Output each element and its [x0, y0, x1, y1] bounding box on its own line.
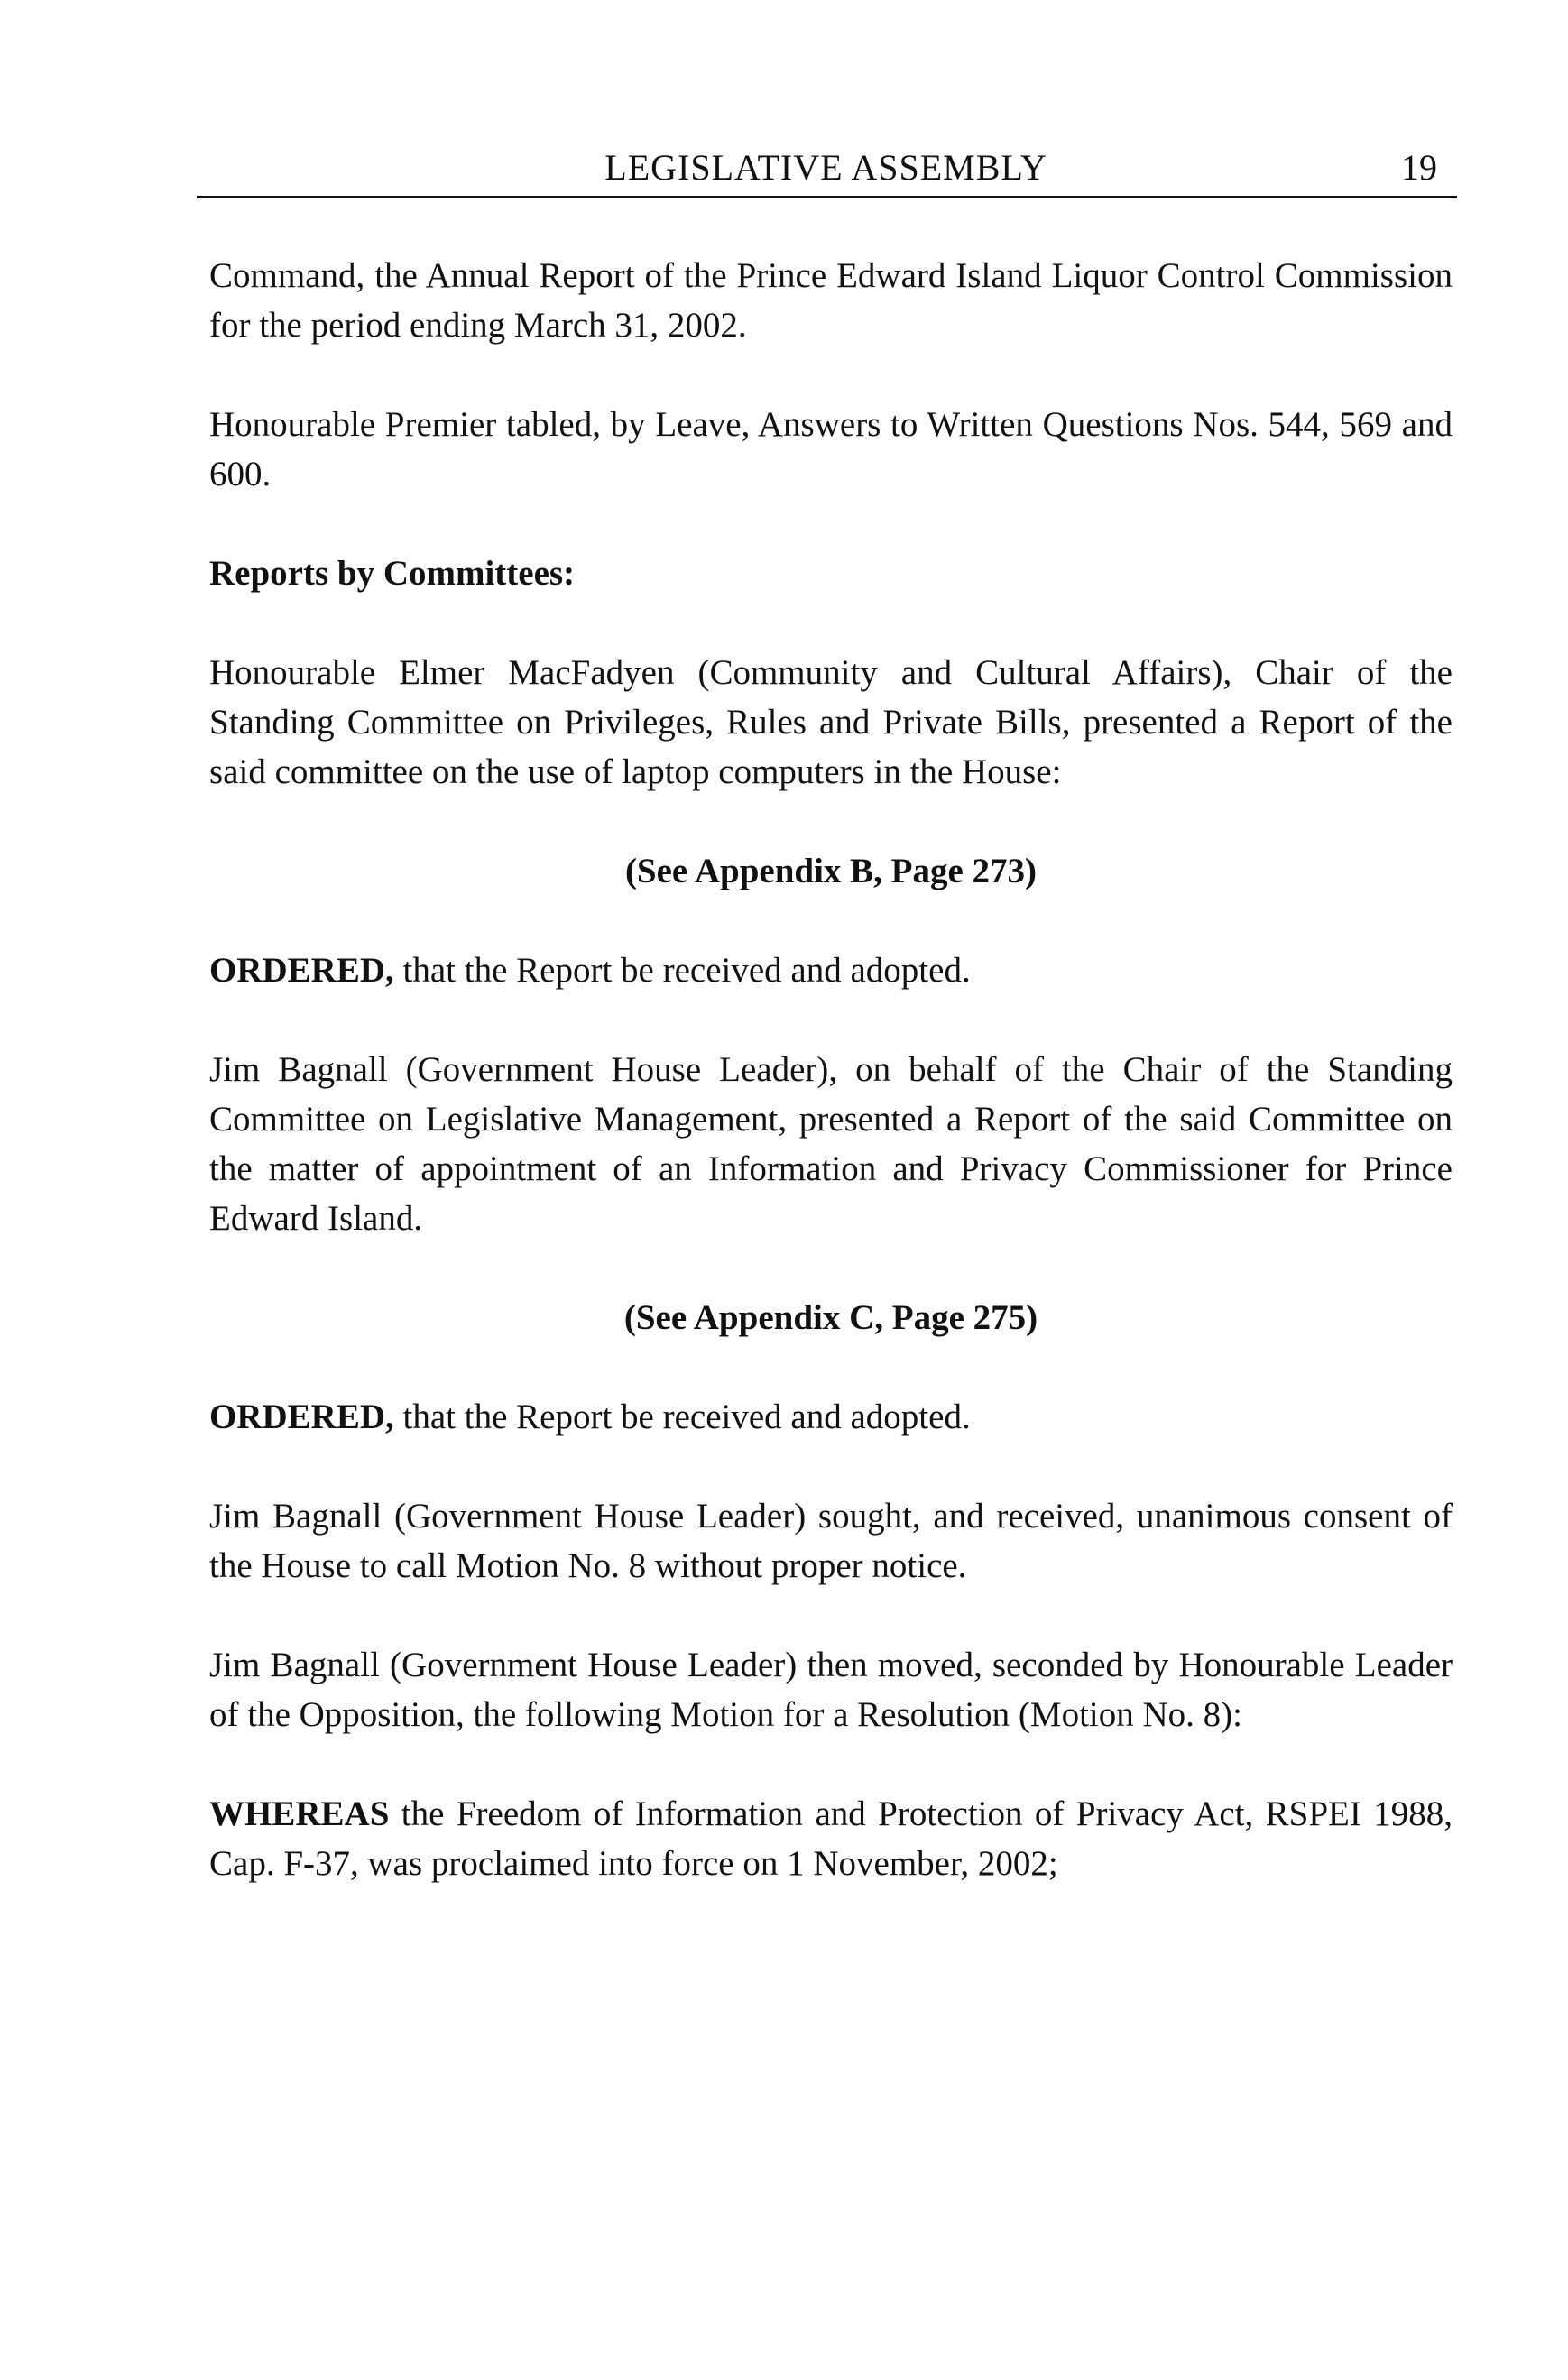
paragraph-motion-moved: Jim Bagnall (Government House Leader) then moved, seconded by Honourable Leader of the Opposition, the following Motion for a Resolution (Motion No. 8):: [209, 1646, 1453, 1734]
header-rule: [197, 196, 1457, 198]
header-title: LEGISLATIVE ASSEMBLY: [604, 147, 1047, 188]
paragraph-liquor-report: Command, the Annual Report of the Prince Edward Island Liquor Control Commission for the period ending March 31, 2002.: [209, 256, 1453, 345]
ordered-label: ORDERED,: [209, 951, 394, 990]
document-body: [209, 251, 1453, 1888]
page-number: 19: [1401, 147, 1437, 188]
paragraph-premier-tabled: Honourable Premier tabled, by Leave, Answers to Written Questions Nos. 544, 569 and 600.: [209, 405, 1453, 494]
paragraph-unanimous-consent: Jim Bagnall (Government House Leader) sought, and received, unanimous consent of the House to call Motion No. 8 without proper notice.: [209, 1497, 1453, 1585]
section-heading-reports: Reports by Committees:: [209, 554, 576, 593]
ordered-text: that the Report be received and adopted.: [393, 1398, 971, 1436]
paragraph-macfadyen-report: Honourable Elmer MacFadyen (Community and Cultural Affairs), Chair of the Standing Committee on Privileges, Rules and Private Bills, presented a Report of the said committee on the use of laptop computers in the House:: [209, 653, 1453, 791]
whereas-label: WHEREAS: [209, 1794, 390, 1833]
appendix-c-reference: (See Appendix C, Page 275): [623, 1298, 1038, 1337]
whereas-text: the Freedom of Information and Protection of Privacy Act, RSPEI 1988, Cap. F-37, was proclaimed into force on 1 November, 2002;: [209, 1794, 1453, 1883]
paragraph-bagnall-report: Jim Bagnall (Government House Leader), on behalf of the Chair of the Standing Committee on Legislative Management, presented a Report of the said Committee on the matter of appointment of an Information and Privacy Commissioner for Prince Edward Island.: [209, 1050, 1453, 1238]
ordered-text: that the Report be received and adopted.: [393, 951, 971, 990]
whereas-clause: [209, 1789, 1453, 1888]
running-header: [197, 146, 1455, 197]
appendix-b-reference: (See Appendix B, Page 273): [624, 852, 1038, 890]
ordered-label: ORDERED,: [209, 1398, 394, 1436]
ordered-paragraph-1: [209, 946, 1453, 995]
ordered-paragraph-2: [209, 1392, 1453, 1442]
